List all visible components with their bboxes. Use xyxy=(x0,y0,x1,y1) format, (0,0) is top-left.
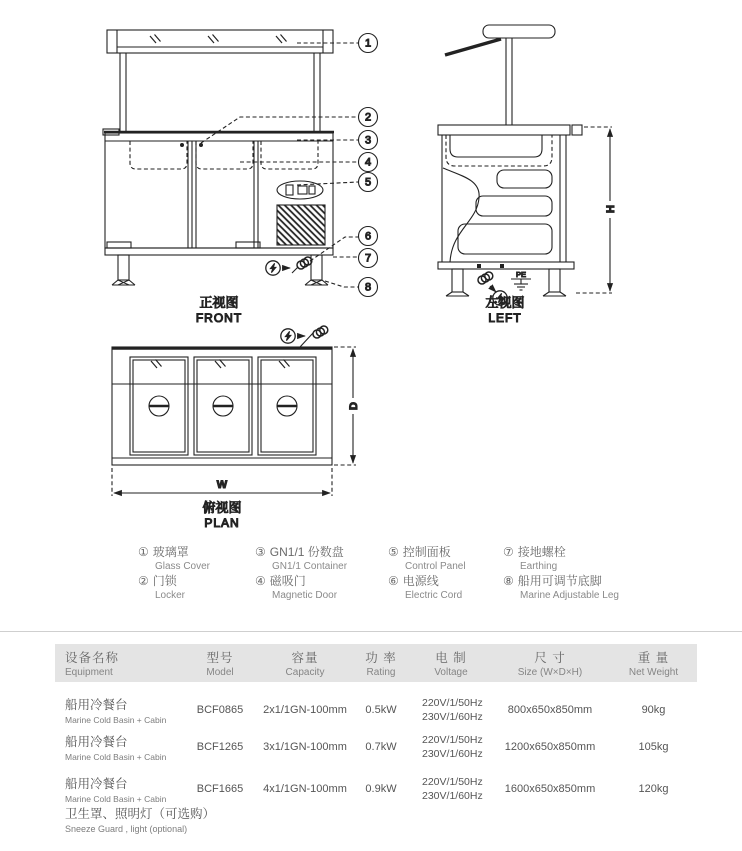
legend-num: ⑤ xyxy=(388,545,399,559)
depth-dimension xyxy=(334,347,360,465)
legend-zh: 船用可调节底脚 xyxy=(517,574,602,588)
legend-item-adjustable-leg xyxy=(503,575,619,601)
cell-size: 1600x650x850mm xyxy=(504,783,596,795)
legend-en: GN1/1 Container xyxy=(272,560,348,572)
cell-equipment: 船用冷餐台 Marine Cold Basin + Cabin xyxy=(65,735,167,762)
legend-item-electric-cord xyxy=(388,575,462,601)
left-legs xyxy=(446,269,566,296)
cell-model: BCF1265 xyxy=(196,741,244,753)
callout-leaders-front xyxy=(201,43,358,287)
cell-voltage: 220V/1/50Hz 230V/1/60Hz xyxy=(422,733,483,760)
cell-rating: 0.7kW xyxy=(365,741,397,753)
electric-cord-icon xyxy=(281,326,328,347)
col-header-weight: 重 量 Net Weight xyxy=(628,651,679,678)
legend-en: Earthing xyxy=(520,560,558,572)
cell-size: 1200x650x850mm xyxy=(504,741,596,753)
basin-profile xyxy=(450,135,542,157)
legend-item-gn-container xyxy=(255,546,347,572)
table-header-row xyxy=(55,644,697,682)
legend-en: Control Panel xyxy=(405,560,466,572)
plan-view-drawing xyxy=(112,326,360,530)
callout-6: 6 xyxy=(364,230,372,243)
left-view-label-en: LEFT xyxy=(488,311,522,325)
legend-en: Glass Cover xyxy=(155,560,211,572)
legend-num: ② xyxy=(138,574,149,588)
legend-item-locker xyxy=(138,575,185,601)
cell-weight: 120kg xyxy=(638,783,669,795)
glass-panel-profile xyxy=(445,39,501,55)
legend-en: Locker xyxy=(155,589,186,601)
col-header-voltage: 电 制 Voltage xyxy=(434,651,468,678)
cell-equipment: 船用冷餐台 Marine Cold Basin + Cabin xyxy=(65,777,167,804)
legend-en: Marine Adjustable Leg xyxy=(520,589,619,601)
legend-item-glass-cover xyxy=(138,546,210,572)
electric-cord-icon xyxy=(266,257,312,275)
col-header-model: 型号 Model xyxy=(206,651,234,678)
cell-voltage: 220V/1/50Hz 230V/1/60Hz xyxy=(422,775,483,802)
legend-num: ③ xyxy=(255,545,266,559)
legend-zh: 控制面板 xyxy=(402,545,451,559)
legend-num: ④ xyxy=(255,574,266,588)
cell-model: BCF0865 xyxy=(196,704,244,716)
legend-en: Electric Cord xyxy=(405,589,463,601)
cell-capacity: 4x1/1GN-100mm xyxy=(263,783,347,795)
glass-symbol-icon xyxy=(151,360,162,369)
callout-4: 4 xyxy=(364,156,372,169)
left-view-drawing xyxy=(438,25,617,325)
callout-5: 5 xyxy=(364,176,372,189)
cell-equipment: 船用冷餐台 Marine Cold Basin + Cabin xyxy=(65,698,167,725)
front-view-label-en: FRONT xyxy=(195,311,243,325)
spec-table xyxy=(55,644,697,834)
glass-symbol-icon xyxy=(279,360,290,369)
cell-size: 800x650x850mm xyxy=(507,704,593,716)
cell-model: BCF1665 xyxy=(196,783,244,795)
cell-capacity: 2x1/1GN-100mm xyxy=(263,704,347,716)
col-header-equipment: 设备名称 Equipment xyxy=(65,651,120,678)
cell-rating: 0.9kW xyxy=(365,783,397,795)
legend-item-earthing xyxy=(503,546,566,572)
table-footnote: 卫生罩、照明灯（可选购） Sneeze Guard , light (optional) xyxy=(65,807,216,834)
door-lock-dot xyxy=(180,143,184,147)
legend-zh: 电源线 xyxy=(402,574,439,588)
callout-balloons xyxy=(359,34,378,297)
legend-zh: 门锁 xyxy=(152,574,177,588)
door-lock-dot xyxy=(199,143,203,147)
cell-capacity: 3x1/1GN-100mm xyxy=(263,741,347,753)
cell-rating: 0.5kW xyxy=(365,704,397,716)
height-dimension xyxy=(576,127,617,293)
ventilation-grille xyxy=(277,205,325,245)
legend-zh: GN1/1 份数盘 xyxy=(269,545,344,559)
glass-symbol-icon xyxy=(276,35,287,44)
cell-weight: 90kg xyxy=(641,704,666,716)
callout-7: 7 xyxy=(364,252,372,265)
cabinet-front xyxy=(103,129,334,255)
legend-zh: 玻璃罩 xyxy=(152,545,189,559)
legend-num: ⑧ xyxy=(503,574,514,588)
legend-item-magnetic-door xyxy=(255,575,337,601)
plan-view-label-en: PLAN xyxy=(204,516,240,530)
table-row xyxy=(55,726,697,768)
front-view-drawing xyxy=(103,30,378,325)
glass-cover-front xyxy=(107,30,333,53)
callout-3: 3 xyxy=(364,134,372,147)
glass-symbol-icon xyxy=(150,35,161,44)
dim-d-label: D xyxy=(348,402,360,410)
plan-view-label-zh: 俯视图 xyxy=(202,500,242,515)
col-header-size: 尺 寸 Size (W×D×H) xyxy=(517,651,583,678)
legend-num: ⑥ xyxy=(388,574,399,588)
legend-zh: 磁吸门 xyxy=(269,574,306,588)
col-header-rating: 功 率 Rating xyxy=(365,651,397,678)
left-view-label-zh: 左视图 xyxy=(485,295,525,310)
legend-num: ⑦ xyxy=(503,545,514,559)
legend-zh: 接地螺栓 xyxy=(517,545,566,559)
dim-h-label: H xyxy=(605,205,617,213)
col-header-capacity: 容量 Capacity xyxy=(285,651,325,678)
cell-voltage: 220V/1/50Hz 230V/1/60Hz xyxy=(422,696,483,723)
callout-8: 8 xyxy=(364,281,372,294)
legend-item-control-panel xyxy=(388,546,466,572)
front-view-label-zh: 正视图 xyxy=(199,295,239,310)
pe-label: PE xyxy=(515,270,527,279)
dim-w-label: W xyxy=(216,479,228,491)
width-dimension xyxy=(112,468,332,496)
control-panel xyxy=(277,181,323,199)
legend-en: Magnetic Door xyxy=(272,589,338,601)
gn-containers-plan xyxy=(130,357,316,455)
divider xyxy=(0,631,742,632)
glass-symbol-icon xyxy=(208,35,219,44)
callout-1: 1 xyxy=(364,37,372,50)
cell-weight: 105kg xyxy=(638,741,669,753)
legend-num: ① xyxy=(138,545,149,559)
table-row xyxy=(55,689,697,731)
callout-2: 2 xyxy=(364,111,372,124)
glass-symbol-icon xyxy=(215,360,226,369)
curved-shelves xyxy=(443,168,552,262)
